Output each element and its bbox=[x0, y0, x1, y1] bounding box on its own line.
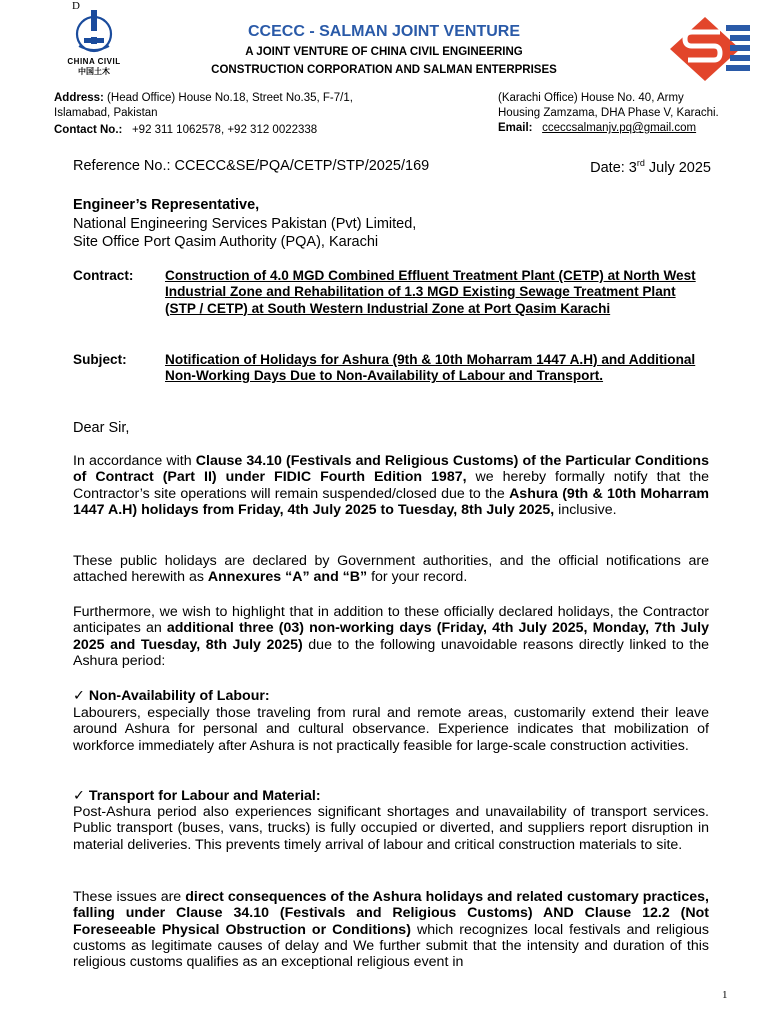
recipient-line-1: National Engineering Services Pakistan (Pvt) Limited, bbox=[73, 215, 417, 232]
section-2-heading: Transport for Labour and Material: bbox=[88, 788, 321, 804]
karachi-address-line-2: Housing Zamzama, DHA Phase V, Karachi. bbox=[498, 107, 719, 119]
karachi-address-line-1: (Karachi Office) House No. 40, Army bbox=[498, 92, 684, 104]
contract-value: Construction of 4.0 MGD Combined Effluent Treatment Plant (CETP) at North West Industrial Zone and Rehabilitation of 1.3 MGD Existing Sewage Treatment Plant (STP / CETP) at South Western Industrial Zone at Port Qasim Karachi bbox=[165, 268, 696, 316]
section-2-heading-row bbox=[73, 788, 709, 804]
contact-value: +92 311 1062578, +92 312 0022338 bbox=[131, 124, 318, 136]
section-1-heading-row bbox=[73, 688, 709, 704]
salman-logo bbox=[668, 14, 752, 84]
salman-emblem-icon bbox=[668, 14, 752, 84]
address-label: Address: bbox=[54, 92, 104, 104]
recipient-line-2: Site Office Port Qasim Authority (PQA), Karachi bbox=[73, 234, 379, 250]
subject-label: Subject: bbox=[73, 352, 127, 367]
contact-label: Contact No.: bbox=[54, 124, 123, 136]
section-1-heading: Non-Availability of Labour: bbox=[88, 688, 270, 704]
address-left bbox=[54, 91, 434, 138]
reference-row bbox=[73, 158, 711, 176]
page-number: 1 bbox=[722, 989, 728, 1001]
letterhead-subtitle-2: CONSTRUCTION CORPORATION AND SALMAN ENTERPRISES bbox=[211, 64, 557, 76]
email-label: Email: bbox=[498, 122, 533, 134]
letterhead-subtitle-1: A JOINT VENTURE OF CHINA CIVIL ENGINEERING bbox=[245, 46, 523, 58]
recipient-title: Engineer’s Representative, bbox=[73, 197, 260, 213]
contract-label: Contract: bbox=[73, 268, 134, 283]
letter-date: Date: 3rd July 2025 bbox=[590, 158, 711, 176]
contact-line bbox=[54, 123, 434, 138]
logo-caption-chinese: 中国土木 bbox=[78, 67, 110, 76]
corner-mark: D bbox=[72, 0, 80, 12]
address-right bbox=[498, 91, 758, 136]
contract-block bbox=[73, 268, 709, 317]
paragraph-1: In accordance with Clause 34.10 (Festivals and Religious Customs) of the Particular Conditions of Contract (Part II) under FIDIC Fourth Edition 1987, we hereby formally notify that the Contractor’s site operations will remain suspended/closed due to the Ashura (9th & 10th Moharram 1447 A.H) holidays from Friday, 4th July 2025 to Tuesday, 8th July 2025, inclusive. bbox=[73, 453, 709, 518]
email-link[interactable]: cceccsalmanjv.pq@gmail.com bbox=[542, 122, 697, 134]
check-icon: ✓ bbox=[73, 788, 85, 804]
paragraph-4: These issues are direct consequences of the Ashura holidays and related customary practices, falling under Clause 34.10 (Festivals and Religious Customs) AND Clause 12.2 (Not Foreseeable Physical Obstruction or Conditions) which recognizes local festivals and religious customs as legitimate causes of delay and We further submit that the intensity and duration of this religious customs qualifies as an exceptional religious event in bbox=[73, 889, 710, 971]
address-line-2: Islamabad, Pakistan bbox=[54, 107, 158, 119]
letterhead-title: CCECC - SALMAN JOINT VENTURE bbox=[247, 23, 520, 40]
address-line-1: Address: (Head Office) House No.18, Street No.35, F-7/1, bbox=[54, 92, 353, 104]
paragraph-3: Furthermore, we wish to highlight that in addition to these officially declared holidays, the Contractor anticipates an additional three (03) non-working days (Friday, 4th July 2025, Monday, 7th July 2025 and Tuesday, 8th July 2025) due to the following unavoidable reasons directly linked to the Ashura period: bbox=[73, 604, 709, 669]
reference-number: Reference No.: CCECC&SE/PQA/CETP/STP/2025/169 bbox=[73, 158, 430, 174]
email-line bbox=[498, 121, 758, 136]
subject-value: Notification of Holidays for Ashura (9th & 10th Moharram 1447 A.H) and Additional Non-Working Days Due to Non-Availability of Labour and Transport. bbox=[165, 352, 696, 384]
section-2-text: Post-Ashura period also experiences significant shortages and unavailability of transport services. Public transport (buses, vans, trucks) is fully occupied or diverted, and suppliers report disruption in material deliveries. This prevents timely arrival of labour and critical construction materials to site. bbox=[73, 804, 709, 853]
subject-block bbox=[73, 352, 709, 385]
section-1-text: Labourers, especially those traveling from rural and remote areas, customarily extend their leave around Ashura for personal and cultural observance. Experience indicates that mobilization of workforce immediately after Ashura is not practically feasible for large-scale construction activities. bbox=[73, 705, 709, 754]
recipient-block bbox=[73, 196, 709, 252]
salutation: Dear Sir, bbox=[73, 420, 130, 436]
paragraph-2: These public holidays are declared by Government authorities, and the official notifications are attached herewith as Annexures “A” and “B” for your record. bbox=[73, 553, 709, 586]
logo-caption: CHINA CIVIL bbox=[67, 57, 121, 66]
check-icon: ✓ bbox=[73, 688, 85, 704]
